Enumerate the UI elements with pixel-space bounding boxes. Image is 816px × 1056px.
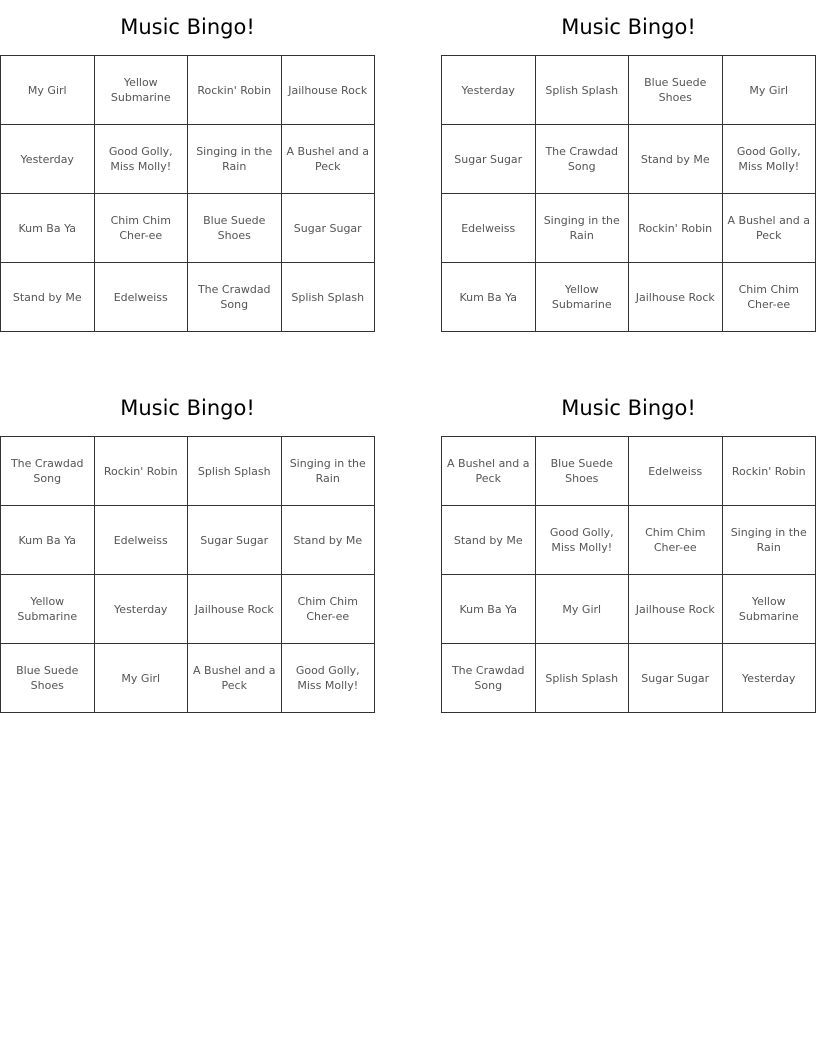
- grid-row: [442, 644, 816, 713]
- grid-row: [1, 506, 375, 575]
- grid-cell: Stand by Me: [629, 125, 723, 194]
- grid-cell: Jailhouse Rock: [629, 263, 723, 332]
- card-title: Music Bingo!: [561, 15, 696, 39]
- grid-cell: Jailhouse Rock: [629, 575, 723, 644]
- card-title: Music Bingo!: [120, 15, 255, 39]
- bingo-grid: [441, 55, 816, 332]
- grid-cell: Chim Chim Cher-ee: [629, 506, 723, 575]
- grid-row: [1, 125, 375, 194]
- grid-row: [442, 506, 816, 575]
- grid-cell: Yesterday: [94, 575, 188, 644]
- grid-cell: My Girl: [722, 56, 816, 125]
- grid-cell: Singing in the Rain: [535, 194, 629, 263]
- grid-cell: Jailhouse Rock: [188, 575, 282, 644]
- grid-cell: Stand by Me: [1, 263, 95, 332]
- grid-cell: Blue Suede Shoes: [629, 56, 723, 125]
- bingo-grid: [441, 436, 816, 713]
- grid-cell: My Girl: [535, 575, 629, 644]
- grid-cell: A Bushel and a Peck: [442, 437, 536, 506]
- grid-cell: Sugar Sugar: [281, 194, 375, 263]
- grid-cell: The Crawdad Song: [535, 125, 629, 194]
- grid-cell: Singing in the Rain: [188, 125, 282, 194]
- bingo-card-3: [0, 381, 375, 713]
- grid-row: [442, 56, 816, 125]
- grid-cell: Yellow Submarine: [1, 575, 95, 644]
- grid-cell: Sugar Sugar: [442, 125, 536, 194]
- grid-cell: Chim Chim Cher-ee: [281, 575, 375, 644]
- grid-row: [442, 263, 816, 332]
- grid-row: [1, 56, 375, 125]
- grid-row: [1, 263, 375, 332]
- grid-row: [1, 575, 375, 644]
- grid-cell: Kum Ba Ya: [1, 194, 95, 263]
- grid-cell: Good Golly, Miss Molly!: [535, 506, 629, 575]
- grid-cell: Blue Suede Shoes: [535, 437, 629, 506]
- grid-cell: Splish Splash: [188, 437, 282, 506]
- grid-cell: Chim Chim Cher-ee: [722, 263, 816, 332]
- grid-cell: Stand by Me: [281, 506, 375, 575]
- grid-cell: Good Golly, Miss Molly!: [94, 125, 188, 194]
- grid-cell: Kum Ba Ya: [442, 263, 536, 332]
- grid-cell: Rockin' Robin: [94, 437, 188, 506]
- grid-cell: My Girl: [94, 644, 188, 713]
- grid-cell: Splish Splash: [535, 56, 629, 125]
- grid-cell: A Bushel and a Peck: [281, 125, 375, 194]
- grid-cell: A Bushel and a Peck: [722, 194, 816, 263]
- grid-cell: Yellow Submarine: [94, 56, 188, 125]
- bingo-card-1: [0, 0, 375, 332]
- grid-cell: Jailhouse Rock: [281, 56, 375, 125]
- grid-cell: Yellow Submarine: [722, 575, 816, 644]
- grid-cell: Blue Suede Shoes: [188, 194, 282, 263]
- grid-cell: Chim Chim Cher-ee: [94, 194, 188, 263]
- bingo-grid: [0, 55, 375, 332]
- grid-row: [442, 437, 816, 506]
- bingo-card-2: [441, 0, 816, 332]
- grid-cell: Kum Ba Ya: [442, 575, 536, 644]
- grid-row: [1, 437, 375, 506]
- card-title: Music Bingo!: [120, 396, 255, 420]
- grid-cell: Edelweiss: [94, 263, 188, 332]
- grid-cell: Edelweiss: [629, 437, 723, 506]
- grid-cell: Sugar Sugar: [188, 506, 282, 575]
- grid-row: [1, 644, 375, 713]
- grid-cell: Rockin' Robin: [188, 56, 282, 125]
- grid-cell: Splish Splash: [281, 263, 375, 332]
- bingo-card-4: [441, 381, 816, 713]
- grid-cell: Splish Splash: [535, 644, 629, 713]
- grid-cell: A Bushel and a Peck: [188, 644, 282, 713]
- grid-cell: The Crawdad Song: [442, 644, 536, 713]
- grid-cell: Yesterday: [722, 644, 816, 713]
- grid-cell: Kum Ba Ya: [1, 506, 95, 575]
- grid-row: [442, 194, 816, 263]
- grid-cell: Blue Suede Shoes: [1, 644, 95, 713]
- grid-cell: Edelweiss: [94, 506, 188, 575]
- grid-row: [1, 194, 375, 263]
- grid-cell: Good Golly, Miss Molly!: [281, 644, 375, 713]
- grid-cell: The Crawdad Song: [1, 437, 95, 506]
- grid-cell: Yellow Submarine: [535, 263, 629, 332]
- grid-cell: Singing in the Rain: [281, 437, 375, 506]
- grid-cell: Yesterday: [442, 56, 536, 125]
- card-title: Music Bingo!: [561, 396, 696, 420]
- grid-row: [442, 575, 816, 644]
- grid-cell: Rockin' Robin: [629, 194, 723, 263]
- grid-cell: Edelweiss: [442, 194, 536, 263]
- grid-cell: Singing in the Rain: [722, 506, 816, 575]
- grid-cell: Rockin' Robin: [722, 437, 816, 506]
- grid-row: [442, 125, 816, 194]
- grid-cell: The Crawdad Song: [188, 263, 282, 332]
- grid-cell: Stand by Me: [442, 506, 536, 575]
- grid-cell: Good Golly, Miss Molly!: [722, 125, 816, 194]
- bingo-grid: [0, 436, 375, 713]
- grid-cell: Sugar Sugar: [629, 644, 723, 713]
- grid-cell: My Girl: [1, 56, 95, 125]
- grid-cell: Yesterday: [1, 125, 95, 194]
